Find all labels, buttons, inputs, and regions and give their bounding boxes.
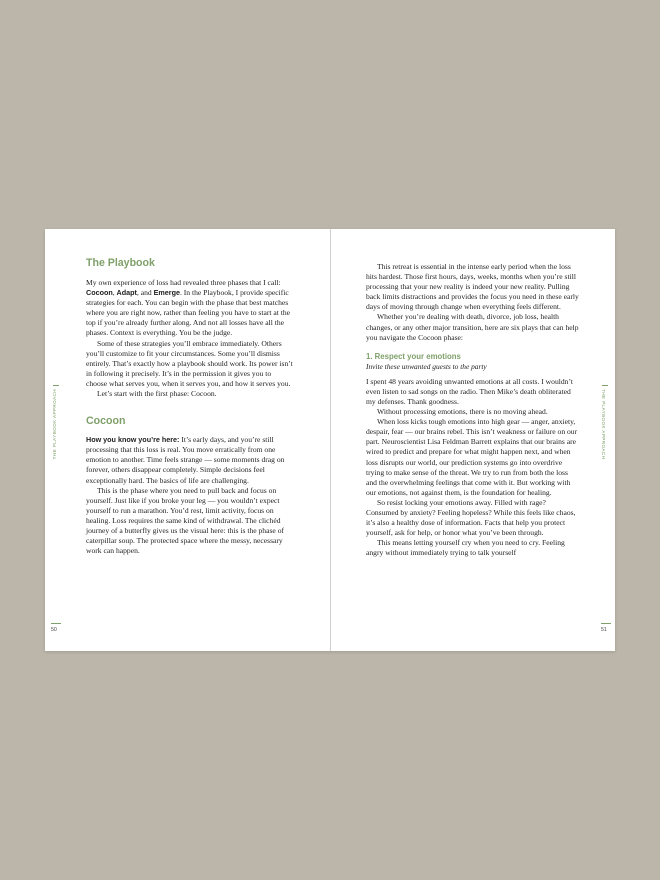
left-page-folio — [51, 627, 57, 633]
playbook-heading: The Playbook — [86, 257, 155, 269]
right-running-head — [601, 385, 609, 465]
running-head-rule — [602, 385, 608, 386]
cocoon-indicator-label: How you know you’re here: — [86, 435, 180, 445]
cocoon-heading: Cocoon — [86, 415, 126, 428]
cocoon-paragraph-1: How you know you’re here: It’s early days, and you’re still processing that this loss is real. You move erratically from one emotion to another. Time feels strange — some moments drag on forever, others disappear completely. Simple decisions feel exceptionally hard. The basics of life are challenging. — [86, 435, 285, 485]
folio-rule — [51, 623, 61, 624]
emotions-paragraph-3: When loss kicks tough emotions into high gear — anger, anxiety, despair, fear — our brains rebel. This isn’t weakness or failure on our part. Neuroscientist Lisa Feldman Barrett explains that our brains are wired to predict and prepare for what might happen next, and when loss disrupts our world, our prediction systems go into overdrive trying to make sense of the threat. We try to run from both the loss and the overwhelming feelings that come with it. But working with our emotions, not against them, is the foundation for healing. — [366, 417, 578, 497]
page-number: 51 — [601, 627, 607, 633]
emotions-paragraph-4: So resist locking your emotions away. Filled with rage? Consumed by anxiety? Feeling hopeless? While this feels like chaos, it’s also a healthy dose of information. Facts that help you protect yourself, ask for help, or honor what you’ve been through. — [366, 497, 576, 538]
running-head-label: THE PLAYBOOK APPROACH — [52, 389, 57, 460]
emerge-term: Emerge — [153, 288, 180, 298]
emotions-paragraph-2: Without processing emotions, there is no moving ahead. — [377, 407, 548, 417]
book-spread — [45, 229, 615, 651]
left-page — [45, 229, 330, 651]
running-head-rule — [53, 385, 59, 386]
right-page — [331, 229, 616, 651]
emotions-paragraph-5: This means letting yourself cry when you need to cry. Feeling angry without immediately trying to talk yourself — [366, 538, 565, 558]
cocoon-paragraph-2: This is the phase where you need to pull back and focus on yourself. Just like if you broke your leg — you wouldn’t expect yourself to run a marathon. You’d rest, limit activity, focus on healing. Loss requires the same kind of withdrawal. The clichéd journey of a butterfly gives us the visual here: this is the phase of caterpillar soup. The protected space where the messy, necessary work can happen. — [86, 485, 285, 556]
play-subheading: Invite these unwanted guests to the party — [366, 361, 487, 371]
running-head-label: THE PLAYBOOK APPROACH — [601, 389, 606, 460]
play-heading: 1. Respect your emotions — [366, 351, 461, 361]
playbook-paragraph-2: Some of these strategies you’ll embrace immediately. Others you’ll customize to fit your circumstances. Some you’ll dismiss entirely. That’s exactly how a playbook should work. Its power isn’t in following it precisely. It’s in the permission it gives you to choose what serves you, when it serves you, and how it serves you. — [86, 338, 293, 388]
emotions-paragraph-1: I spent 48 years avoiding unwanted emotions at all costs. I wouldn’t even listen to sad songs on the radio. Then Mike’s death obliterated my defenses. Thank goodness. — [366, 376, 573, 406]
adapt-term: Adapt — [116, 288, 137, 298]
left-running-head — [52, 385, 60, 465]
left-page-content — [86, 257, 294, 556]
folio-rule — [601, 623, 611, 624]
right-page-folio — [601, 627, 607, 633]
page-number: 50 — [51, 627, 57, 633]
right-page-content — [366, 262, 580, 558]
cocoon-term: Cocoon — [86, 288, 113, 298]
playbook-paragraph-1: My own experience of loss had revealed three phases that I call: Cocoon, Adapt, and Emerge. In the Playbook, I provide specific strategies for each. You can begin with the phase that best matches where you are right now, rather than feeling you have to start at the top if you’re already further along. And not all losses have all the phases. Context is everything. You be the judge. — [86, 278, 291, 338]
retreat-paragraph: This retreat is essential in the intense early period when the loss hits hardest. Those first hours, days, weeks, months when you’re still processing that your new reality is indeed your new reality. Pulling back limits distractions and provides the focus you need in these early days of moving through change when everything feels different. — [366, 262, 579, 312]
transition-paragraph: Whether you’re dealing with death, divorce, job loss, health changes, or any other major transition, here are six plays that can help you navigate the Cocoon phase: — [366, 312, 579, 342]
playbook-paragraph-3: Let’s start with the first phase: Cocoon. — [97, 389, 217, 399]
